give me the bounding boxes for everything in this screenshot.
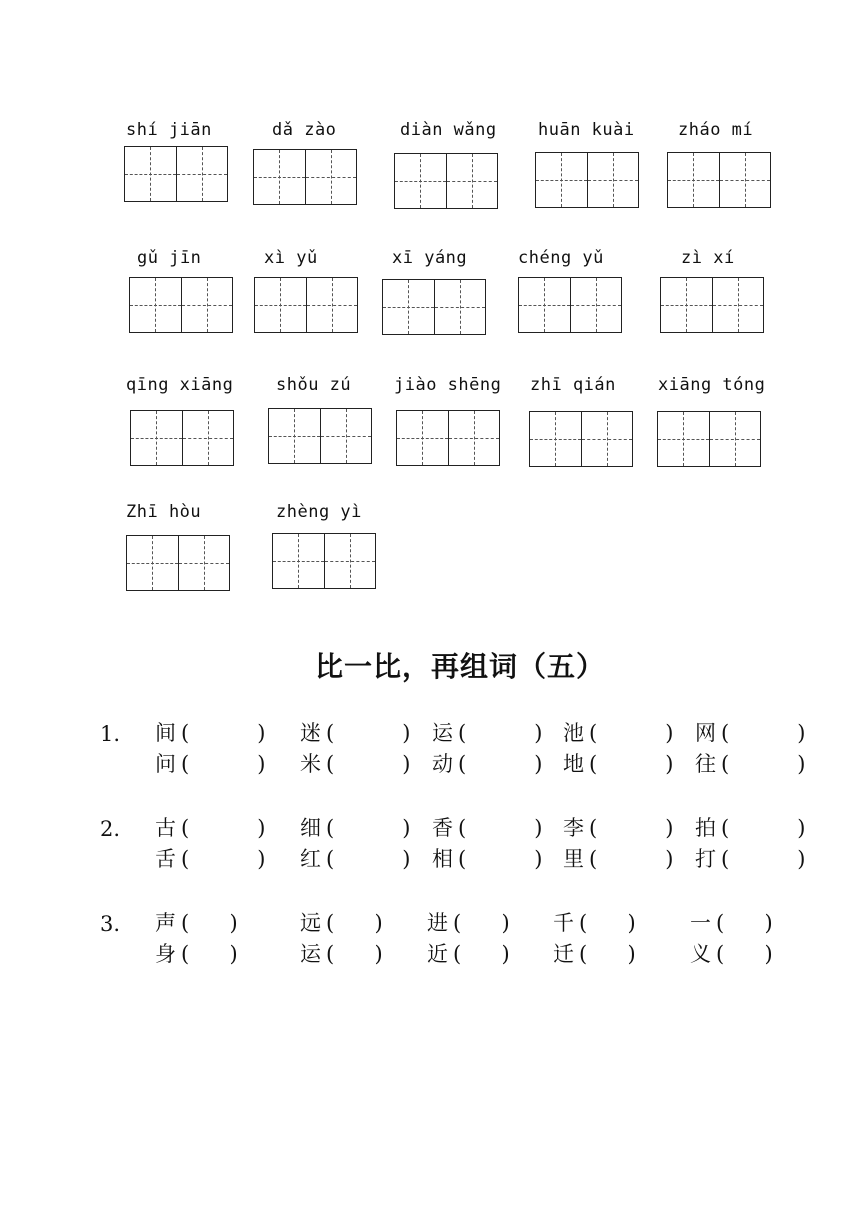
- writing-grid-box[interactable]: [529, 411, 633, 467]
- answer-blank[interactable]: ( ): [326, 911, 392, 935]
- character-cell[interactable]: [446, 154, 498, 208]
- answer-blank[interactable]: ( ): [181, 752, 278, 776]
- writing-grid-box[interactable]: [660, 277, 764, 333]
- answer-blank[interactable]: ( ): [589, 847, 686, 871]
- character-cell[interactable]: [395, 154, 446, 208]
- writing-grid-box[interactable]: [272, 533, 376, 589]
- char-blank-pair: [432, 748, 572, 780]
- pinyin-label: zhèng yì: [276, 502, 362, 522]
- writing-grid-box[interactable]: [518, 277, 622, 333]
- pinyin-label: zháo mí: [678, 120, 754, 140]
- character-cell[interactable]: [273, 534, 324, 588]
- answer-blank[interactable]: ( ): [326, 942, 392, 966]
- writing-grid-box[interactable]: [124, 146, 228, 202]
- answer-blank[interactable]: ( ): [181, 721, 278, 745]
- answer-blank[interactable]: ( ): [326, 721, 423, 745]
- compare-group: [100, 807, 820, 877]
- character-cell[interactable]: [668, 153, 719, 207]
- character-cell[interactable]: [383, 280, 434, 334]
- answer-blank[interactable]: ( ): [181, 942, 247, 966]
- char-blank-pair: [432, 717, 572, 749]
- writing-grid-box[interactable]: [667, 152, 771, 208]
- character-cell[interactable]: [519, 278, 570, 332]
- pinyin-label: Zhī hòu: [126, 502, 202, 522]
- character-cell[interactable]: [570, 278, 622, 332]
- character: 里: [563, 847, 584, 871]
- answer-blank[interactable]: ( ): [453, 911, 519, 935]
- character-cell[interactable]: [448, 411, 500, 465]
- answer-blank[interactable]: ( ): [721, 752, 818, 776]
- char-blank-pair: [155, 938, 295, 970]
- char-blank-pair: [563, 812, 703, 844]
- writing-grid-box[interactable]: [382, 279, 486, 335]
- char-blank-pair: [563, 717, 703, 749]
- answer-blank[interactable]: ( ): [589, 752, 686, 776]
- char-blank-pair: [432, 812, 572, 844]
- pinyin-label: gǔ jīn: [137, 248, 202, 268]
- char-blank-pair: [155, 748, 295, 780]
- pinyin-label: jiào shēng: [394, 375, 502, 395]
- compare-row: [155, 907, 815, 939]
- character: 远: [300, 911, 321, 935]
- char-blank-pair: [563, 843, 703, 875]
- answer-blank[interactable]: ( ): [326, 847, 423, 871]
- character: 千: [553, 911, 574, 935]
- answer-blank[interactable]: ( ): [721, 721, 818, 745]
- character-cell[interactable]: [397, 411, 448, 465]
- character: 迷: [300, 721, 321, 745]
- character-cell[interactable]: [269, 409, 320, 463]
- character-cell[interactable]: [581, 412, 633, 466]
- character-cell[interactable]: [125, 147, 176, 201]
- answer-blank[interactable]: ( ): [326, 816, 423, 840]
- pinyin-label: zhī qián: [530, 375, 616, 395]
- char-blank-pair: [695, 717, 835, 749]
- answer-blank[interactable]: ( ): [716, 942, 782, 966]
- char-blank-pair: [300, 938, 440, 970]
- pinyin-label: zì xí: [681, 248, 735, 268]
- character-cell[interactable]: [255, 278, 306, 332]
- answer-blank[interactable]: ( ): [579, 911, 645, 935]
- answer-blank[interactable]: ( ): [721, 816, 818, 840]
- character: 红: [300, 847, 321, 871]
- char-blank-pair: [427, 907, 567, 939]
- character: 义: [690, 942, 711, 966]
- writing-grid-box[interactable]: [535, 152, 639, 208]
- answer-blank[interactable]: ( ): [458, 721, 555, 745]
- pinyin-label: shí jiān: [126, 120, 212, 140]
- group-number: 1.: [100, 722, 121, 746]
- character-cell[interactable]: [530, 412, 581, 466]
- character: 细: [300, 816, 321, 840]
- character: 米: [300, 752, 321, 776]
- compare-row: [155, 938, 815, 970]
- char-blank-pair: [300, 907, 440, 939]
- writing-grid-box[interactable]: [657, 411, 761, 467]
- character: 地: [563, 752, 584, 776]
- character: 运: [300, 942, 321, 966]
- character: 拍: [695, 816, 716, 840]
- character-cell[interactable]: [254, 150, 305, 204]
- answer-blank[interactable]: ( ): [579, 942, 645, 966]
- character: 打: [695, 847, 716, 871]
- answer-blank[interactable]: ( ): [721, 847, 818, 871]
- character: 问: [155, 752, 176, 776]
- writing-grid-box[interactable]: [129, 277, 233, 333]
- writing-grid-box[interactable]: [268, 408, 372, 464]
- answer-blank[interactable]: ( ): [716, 911, 782, 935]
- answer-blank[interactable]: ( ): [589, 721, 686, 745]
- answer-blank[interactable]: ( ): [458, 847, 555, 871]
- character-cell[interactable]: [320, 409, 372, 463]
- pinyin-label: dǎ zào: [272, 120, 337, 140]
- character: 往: [695, 752, 716, 776]
- writing-grid-box[interactable]: [254, 277, 358, 333]
- character: 动: [432, 752, 453, 776]
- character: 古: [155, 816, 176, 840]
- char-blank-pair: [695, 748, 835, 780]
- answer-blank[interactable]: ( ): [181, 847, 278, 871]
- character-cell[interactable]: [324, 534, 376, 588]
- character-cell[interactable]: [305, 150, 357, 204]
- pinyin-label: huān kuài: [538, 120, 635, 140]
- compare-row: [155, 812, 818, 844]
- char-blank-pair: [300, 717, 440, 749]
- answer-blank[interactable]: ( ): [181, 816, 278, 840]
- answer-blank[interactable]: ( ): [326, 752, 423, 776]
- char-blank-pair: [563, 748, 703, 780]
- compare-group: [100, 902, 820, 972]
- character-cell[interactable]: [130, 278, 181, 332]
- character-cell[interactable]: [661, 278, 712, 332]
- writing-grid-box[interactable]: [126, 535, 230, 591]
- char-blank-pair: [155, 717, 295, 749]
- pinyin-label: xiāng tóng: [658, 375, 766, 395]
- character-cell[interactable]: [306, 278, 358, 332]
- character-cell[interactable]: [709, 412, 761, 466]
- char-blank-pair: [155, 812, 295, 844]
- character: 一: [690, 911, 711, 935]
- character-cell[interactable]: [719, 153, 771, 207]
- char-blank-pair: [300, 812, 440, 844]
- character: 进: [427, 911, 448, 935]
- character: 间: [155, 721, 176, 745]
- character-cell[interactable]: [658, 412, 709, 466]
- char-blank-pair: [155, 907, 295, 939]
- character-cell[interactable]: [131, 411, 182, 465]
- group-number: 2.: [100, 817, 121, 841]
- character-cell[interactable]: [127, 536, 178, 590]
- char-blank-pair: [690, 938, 830, 970]
- writing-grid-box[interactable]: [130, 410, 234, 466]
- char-blank-pair: [155, 843, 295, 875]
- group-number: 3.: [100, 912, 121, 936]
- char-blank-pair: [300, 748, 440, 780]
- character-cell[interactable]: [176, 147, 228, 201]
- section-title: 比一比，再组词（五）: [314, 650, 605, 683]
- char-blank-pair: [553, 907, 693, 939]
- character-cell[interactable]: [181, 278, 233, 332]
- pinyin-label: chéng yǔ: [518, 248, 604, 268]
- character: 运: [432, 721, 453, 745]
- compare-row: [155, 748, 818, 780]
- character: 香: [432, 816, 453, 840]
- character-cell[interactable]: [182, 411, 234, 465]
- character: 声: [155, 911, 176, 935]
- character-cell[interactable]: [536, 153, 587, 207]
- char-blank-pair: [427, 938, 567, 970]
- character: 身: [155, 942, 176, 966]
- writing-grid-box[interactable]: [394, 153, 498, 209]
- character: 相: [432, 847, 453, 871]
- char-blank-pair: [300, 843, 440, 875]
- character-cell[interactable]: [587, 153, 639, 207]
- character-cell[interactable]: [178, 536, 230, 590]
- pinyin-label: shǒu zú: [276, 375, 352, 395]
- pinyin-label: qīng xiāng: [126, 375, 234, 395]
- pinyin-label: xī yáng: [392, 248, 468, 268]
- character-cell[interactable]: [712, 278, 764, 332]
- char-blank-pair: [695, 812, 835, 844]
- answer-blank[interactable]: ( ): [458, 752, 555, 776]
- char-blank-pair: [553, 938, 693, 970]
- character-cell[interactable]: [434, 280, 486, 334]
- char-blank-pair: [432, 843, 572, 875]
- pinyin-label: diàn wǎng: [400, 120, 497, 140]
- answer-blank[interactable]: ( ): [181, 911, 247, 935]
- answer-blank[interactable]: ( ): [589, 816, 686, 840]
- pinyin-label: xì yǔ: [264, 248, 318, 268]
- compare-group: [100, 712, 820, 782]
- answer-blank[interactable]: ( ): [458, 816, 555, 840]
- character: 近: [427, 942, 448, 966]
- character: 李: [563, 816, 584, 840]
- compare-row: [155, 843, 818, 875]
- compare-row: [155, 717, 818, 749]
- character: 网: [695, 721, 716, 745]
- answer-blank[interactable]: ( ): [453, 942, 519, 966]
- character: 迁: [553, 942, 574, 966]
- char-blank-pair: [690, 907, 830, 939]
- character: 舌: [155, 847, 176, 871]
- writing-grid-box[interactable]: [396, 410, 500, 466]
- character: 池: [563, 721, 584, 745]
- writing-grid-box[interactable]: [253, 149, 357, 205]
- char-blank-pair: [695, 843, 835, 875]
